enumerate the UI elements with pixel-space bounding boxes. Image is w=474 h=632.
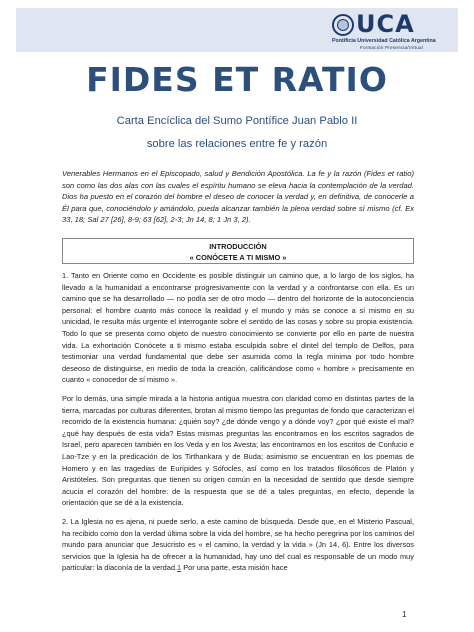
paragraph-2: Por lo demás, una simple mirada a la historia antigua muestra con claridad como en distintas partes de la tierra, marcadas por culturas diferentes, brotan al mismo tiempo las preguntas de fondo que caracterizan el recorrido de la existencia humana: ¿quién soy? ¿de dónde vengo y a dónde voy? ¿por qué existe el mal? ¿qué hay después de esta vida? Estas mismas preguntas las encontramos en los escritos sagrados de Israel, pero aparecen también en los Veda y en los Avesta; las encontramos en los escritos de Confucio e Lao-Tze y en la predicación de los Tirthankara y de Buda; asimismo se encuentran en los poemas de Homero y en las tragedias de Eurípides y Sófocles, así como en los tratados filosóficos de Platón y Aristóteles. Son preguntas que tienen su origen común en la necesidad de sentido que desde siempre acucia el corazón del hombre: de la respuesta que se dé a tales preguntas, en efecto, depende la orientación que se dé a la existencia. bbox=[62, 394, 414, 508]
footnote-link[interactable]: 1 bbox=[177, 563, 182, 573]
university-logo bbox=[330, 12, 450, 50]
header-band bbox=[16, 8, 458, 52]
document-title: FIDES ET RATIO bbox=[86, 60, 388, 99]
document-subtitle: Carta Encíclica del Sumo Pontífice Juan Pablo II bbox=[116, 115, 358, 127]
paragraph-3-tail: Por una parte, esta misión hace bbox=[181, 563, 288, 573]
section-title: INTRODUCCIÓN bbox=[209, 242, 267, 251]
paragraph-1: 1. Tanto en Oriente como en Occidente es posible distinguir un camino que, a lo largo de los siglos, ha llevado a la humanidad a encontrarse progresivamente con la verdad y a confrontarse con ella. Es un camino que se ha desarrollado — no podía ser de otro modo — dentro del horizonte de la autoconciencia personal: el hombre cuanto más conoce la realidad y el mundo y más se conoce a sí mismo en su unicidad, le resulta más urgente el interrogante sobre el sentido de las cosas y sobre su propia existencia. Todo lo que se presenta como objeto de nuestro conocimiento se convierte por ello en parte de nuestra vida. La exhortación Conócete a ti mismo estaba esculpida sobre el dintel del templo de Delfos, para testimoniar una verdad fundamental que debe ser asumida como la regla mínima por todo hombre deseoso de distinguirse, en medio de toda la creación, calificándose como « hombre » precisamente en cuanto « conocedor de sí mismo ». bbox=[62, 271, 414, 385]
page-number: 1 bbox=[402, 610, 407, 619]
paragraph-3-text: 2. La Iglesia no es ajena, ni puede serlo, a este camino de búsqueda. Desde que, en el Misterio Pascual, ha recibido como don la verdad última sobre la vida del hombre, se ha hecho peregrina por los caminos del mundo para anunciar que Jesucristo es « el camino, la verdad y la vida » (Jn 14, 6). Entre los diversos servicios que la Iglesia ha de ofrecer a la humanidad, hay uno del cual es responsable de un modo muy particular: la diaconía de la verdad. bbox=[62, 517, 414, 573]
seal-icon bbox=[332, 14, 354, 36]
logo-university-name: Pontificia Universidad Católica Argentina bbox=[332, 38, 436, 44]
logo-tagline: Formación Presencia/Virtual bbox=[360, 45, 424, 50]
logo-wordmark: UCA bbox=[356, 10, 415, 38]
opening-salutation: Venerables Hermanos en el Episcopado, salud y Bendición Apostólica. La fe y la razón (Fides et ratio) son como las dos alas con las cuales el espíritu humano se eleva hacia la contemplación de la verdad. Dios ha puesto en el corazón del hombre el deseo de conocer la verdad y, en definitiva, de conocerle a Él para que, conociéndolo y amándolo, pueda alcanzar también la plena verdad sobre sí mismo (cf. Ex 33, 18; Sal 27 [26], 8-9; 63 [62], 2-3; Jn 14, 8; 1 Jn 3, 2). bbox=[62, 169, 414, 225]
section-heading-box bbox=[62, 238, 414, 264]
section-subtitle: « CONÓCETE A TI MISMO » bbox=[189, 253, 287, 262]
paragraph-3 bbox=[62, 516, 414, 574]
document-subtitle-topic: sobre las relaciones entre fe y razón bbox=[146, 138, 328, 150]
